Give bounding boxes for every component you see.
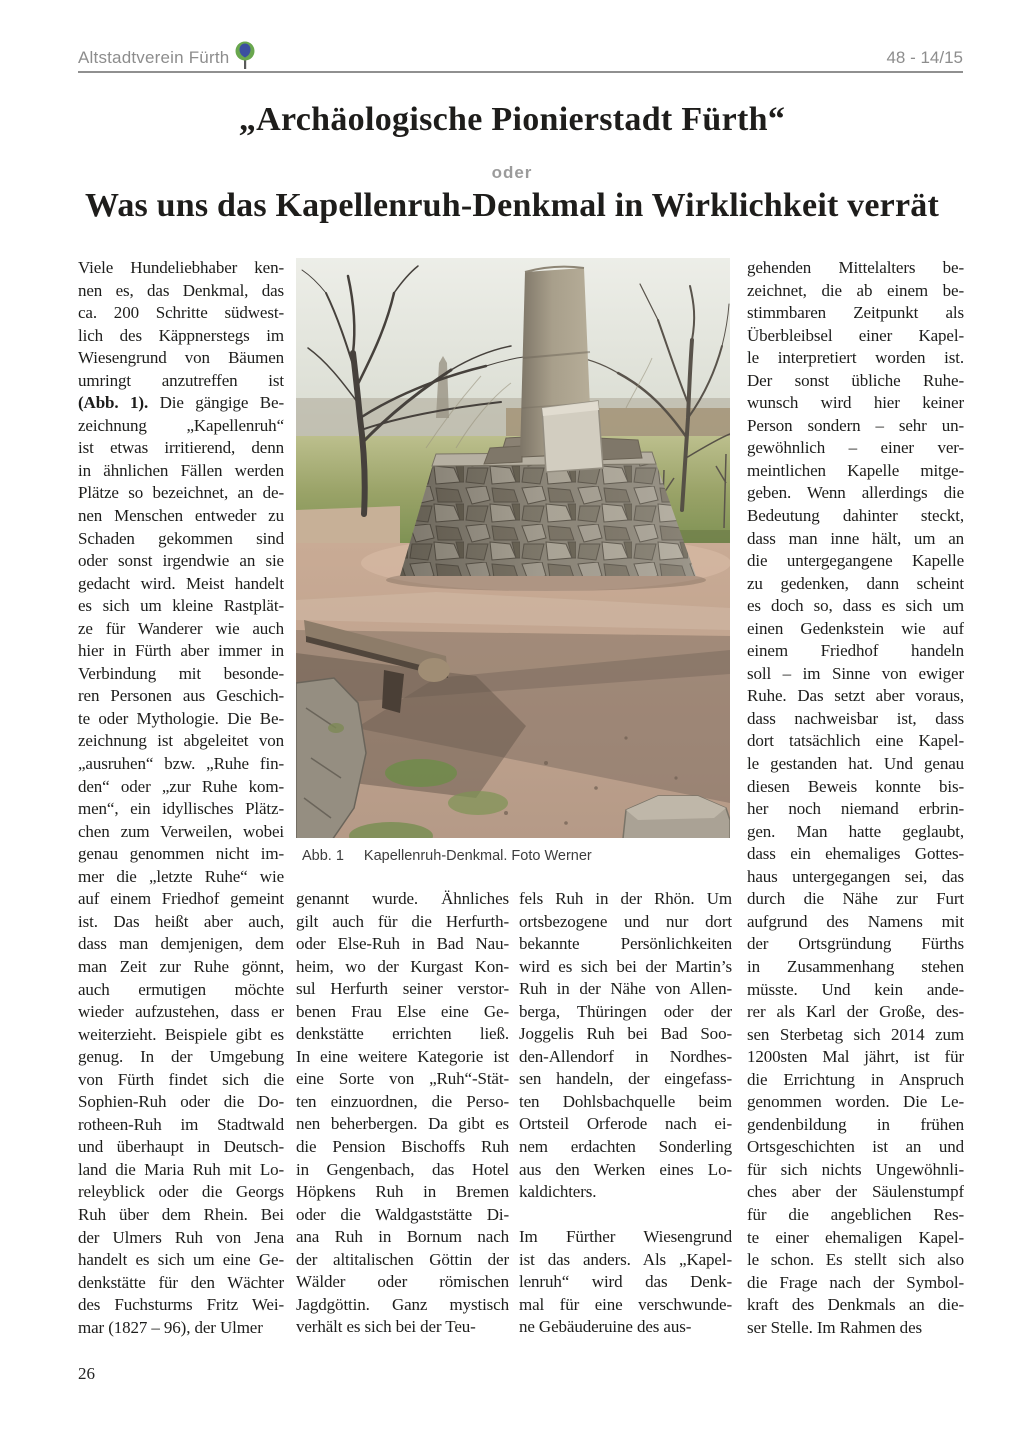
text-line: ist etwas irritierend, denn (78, 438, 284, 458)
text-line: gendenbildung in frühen (747, 1114, 964, 1134)
text-line: der Ortsgründung Fürths (747, 934, 964, 954)
text-line: dass nachweisbar ist, dass (747, 708, 964, 728)
text-line: nen es, das Denkmal, das (78, 280, 284, 300)
text-line: sen Sterbetag sich 2014 zum (747, 1024, 964, 1044)
text-line: Person sondern – sehr un- (747, 415, 964, 435)
text-line: gewöhnlich – einer ver- (747, 438, 964, 458)
text-line: wird es sich bei der Martin’s (519, 956, 732, 976)
text-line: le gestanden hat. Und genau (747, 754, 964, 774)
title-connector: oder (491, 163, 533, 182)
page-number: 26 (78, 1364, 95, 1383)
text-line: heim, wo der Kurgast Kon- (296, 956, 509, 976)
text-line: zeichnung „Kapellenruh“ (78, 415, 284, 435)
figure-caption (302, 848, 592, 864)
text-line: mar (1827 – 96), der Ulmer (78, 1317, 263, 1337)
text-line: Ruh in der Nähe von Allen- (519, 979, 732, 999)
text-line: es doch so, dass es sich um (747, 596, 964, 616)
text-line: haus untergegangen sei, das (747, 866, 964, 886)
text-line: Ortsteil Orferode nach ei- (519, 1114, 732, 1134)
text-line: Ruh über dem Rhein. Bei (78, 1204, 284, 1224)
text-line: nem erdachten Sonderling (519, 1137, 732, 1157)
text-line: 1200sten Mal jährt, ist für (747, 1047, 964, 1067)
text-line: einem Friedhof handeln (747, 641, 964, 661)
text-line: die Errichtung in Anspruch (747, 1069, 964, 1089)
text-line: gedacht wird. Meist handelt (78, 573, 284, 593)
text-line: für sich nichts Ungewöhnli- (747, 1159, 964, 1179)
text-line: ches aber der Säulenstumpf (747, 1182, 964, 1202)
text-line: gen. Man hatte geglaubt, (747, 821, 964, 841)
text-column-2 (296, 888, 509, 1339)
text-line: wunsch wird hier keiner (747, 393, 964, 413)
text-line: fels Ruh in der Rhön. Um (519, 889, 732, 908)
text-line: genug. In der Umgebung (78, 1047, 284, 1067)
text-line: in Zusammenhang stehen (747, 956, 964, 976)
text-line: bekannte Persönlichkeiten (519, 934, 732, 954)
text-line: in ähnlichen Fällen werden (78, 460, 284, 480)
text-line: Verbindung mit besonde- (78, 663, 284, 683)
text-line: gilt auch für die Herfurth- (296, 911, 509, 931)
text-line: dass man inne hält, um an (747, 528, 964, 548)
text-line: ist das anders. Als „Kapel- (519, 1249, 732, 1269)
text-column-3 (519, 888, 732, 1339)
text-line: chen zum Verweilen, wobei (78, 821, 284, 841)
text-line: es sich um kleine Rastplät- (78, 596, 284, 616)
text-line: Ruhe. Das setzt aber voraus, (747, 686, 964, 706)
text-line: auch ermutigen möchte (78, 979, 284, 999)
text-line: geben. Wenn allerdings die (747, 483, 964, 503)
text-line: müsste. Und kein ande- (747, 979, 964, 999)
text-line: aufgrund des Namens mit (747, 911, 964, 931)
text-line: stimmbaren Zeitpunkt als (747, 303, 964, 323)
text-line: von Fürth findet sich die (78, 1069, 284, 1089)
text-line: nen Menschen entweder zu (78, 506, 284, 526)
text-line: die Pension Bischoffs Ruh (296, 1137, 509, 1157)
text-line: Plätze so bezeichnet, an de- (78, 483, 284, 503)
header-rule (78, 71, 963, 73)
text-line: hier in Fürth aber immer in (78, 641, 284, 661)
text-line: verhält es sich bei der Teu- (296, 1317, 476, 1337)
text-line: oder sonst irgendwie an sie (78, 551, 284, 571)
text-line: zeichnung ist abgeleitet von (78, 731, 284, 751)
text-line: ten einzuordnen, die Perso- (296, 1091, 509, 1111)
text-line: ser Stelle. Im Rahmen des (747, 1317, 922, 1337)
text-line: zu gedenken, dann scheint (747, 573, 964, 593)
text-line: oder die Waldgaststätte Di- (296, 1204, 509, 1224)
text-line: ana Ruh in Bornum nach (296, 1227, 509, 1247)
text-line: die untergegangene Kapelle (747, 551, 964, 571)
text-line: Wiesengrund von Bäumen (78, 348, 284, 368)
text-line: den“ oder „zur Ruhe kom- (78, 776, 284, 796)
text-line: man Zeit zur Ruhe gönnt, (78, 956, 284, 976)
text-line: durch die Nähe zur Furt (747, 889, 964, 909)
text-column-1 (78, 257, 284, 1339)
text-line: lich des Käppnerstegs im (78, 325, 284, 345)
text-line: auf einem Friedhof gemeint (78, 889, 284, 909)
text-line: dass ein ehemaliges Gottes- (747, 844, 964, 864)
text-line: des Fuchsturms Fritz Wei- (78, 1295, 284, 1315)
text-line: und überhaupt in Deutsch- (78, 1137, 284, 1157)
text-line: rer als Karl der Große, des- (747, 1002, 964, 1022)
text-line: umringt anzutreffen ist (78, 370, 284, 390)
text-line: den-Allendorf in Nordhes- (519, 1046, 732, 1066)
text-line: nen beherbergen. Da gibt es (296, 1114, 509, 1134)
text-line: Im Fürther Wiesengrund (519, 1227, 732, 1247)
text-line: für die angeblichen Res- (747, 1204, 964, 1224)
text-line: oder Else-Ruh in Bad Nau- (296, 934, 509, 954)
text-line: Höpkens Ruh in Bremen (296, 1182, 509, 1202)
text-line: men“, ein idyllisches Plätz- (78, 799, 284, 819)
text-line: Überbleibsel einer Kapel- (747, 325, 964, 345)
figure-caption-label: Abb. 1 (302, 848, 344, 864)
text-line: kraft des Denkmals an die- (747, 1295, 964, 1315)
text-line: le schon. Es stellt sich also (747, 1250, 964, 1270)
text-line: Schaden gekommen sind (78, 528, 284, 548)
text-line: ist. Das heißt aber auch, (78, 911, 284, 931)
text-line: diesen Beweis konnte bis- (747, 776, 964, 796)
text-line: Wälder oder römischen (296, 1272, 509, 1292)
text-line: handelt es sich um eine Ge- (78, 1250, 284, 1270)
text-line: lenruh“ wird das Denk- (519, 1272, 732, 1292)
text-line: Jagdgöttin. Ganz mystisch (296, 1294, 509, 1314)
figure-caption-text: Kapellenruh-Denkmal. Foto Werner (363, 848, 592, 864)
text-line: dort tatsächlich eine Kapel- (747, 731, 964, 751)
text-line: einen Gedenkstein wie auf (747, 618, 964, 638)
text-line: land die Maria Ruh mit Lo- (78, 1159, 284, 1179)
monument-photo (296, 258, 730, 838)
text-line: (Abb. 1). Die gängige Be- (78, 393, 284, 413)
text-line: mal für eine verschwunde- (519, 1294, 732, 1314)
header-brand: Altstadtverein Fürth (78, 48, 230, 67)
text-line: denkstätte für den Wächter (78, 1272, 284, 1292)
text-line: Ortsgeschichten ist an und (747, 1137, 964, 1157)
text-line: „ausruhen“ bzw. „Ruhe fin- (78, 754, 284, 774)
text-line: ze für Wanderer wie auch (78, 618, 284, 638)
text-line: gehenden Mittelalters be- (747, 258, 964, 277)
text-line: Joggelis Ruh bei Bad Soo- (519, 1024, 732, 1044)
text-line: zeichnet, die ab einem be- (747, 280, 964, 300)
text-line: Bedeutung dahinter steckt, (747, 506, 964, 526)
text-line: die Frage nach der Symbol- (747, 1272, 964, 1292)
text-line: ne Gebäuderuine des aus- (519, 1317, 692, 1337)
text-line: rotheen-Ruh im Stadtwald (78, 1114, 284, 1134)
text-line: dass man demjenigen, dem (78, 934, 284, 954)
text-line: genannt wurde. Ähnliches (296, 889, 509, 908)
text-line: te einer ehemaligen Kapel- (747, 1227, 964, 1247)
text-line: te oder Mythologie. Die Be- (78, 708, 284, 728)
text-line: ren Personen aus Geschich- (78, 686, 284, 706)
text-line: releyblick oder die Georgs (78, 1182, 284, 1202)
header-issue-number: 48 - 14/15 (886, 48, 963, 67)
text-line: berga, Thüringen oder der (519, 1001, 732, 1021)
text-line: ca. 200 Schritte südwest- (78, 303, 284, 323)
text-line: sul Herfurth seiner verstor- (296, 979, 509, 999)
text-line: denkstätte errichten ließ. (296, 1024, 509, 1044)
text-line: aus den Werken eines Lo- (519, 1159, 732, 1179)
text-line: kaldichters. (519, 1182, 597, 1202)
article-subtitle: Was uns das Kapellenruh-Denkmal in Wirklichkeit verrät (85, 187, 939, 224)
text-line: le interpretiert worden ist. (747, 348, 964, 368)
article-title: „Archäologische Pionierstadt Fürth“ (238, 101, 786, 138)
text-line: soll – im Sinne von ewiger (747, 663, 964, 683)
text-line: weiterzieht. Beispiele gibt es (78, 1024, 284, 1044)
text-line: Sophien-Ruh oder die Do- (78, 1092, 284, 1112)
text-line: Der sonst übliche Ruhe- (747, 370, 964, 390)
text-line: sen handeln, der eingefass- (519, 1069, 732, 1089)
text-line: genau genommen nicht im- (78, 844, 284, 864)
text-line: eine Sorte von „Ruh“-Stät- (296, 1069, 509, 1089)
text-line: ortsbezogene und nur dort (519, 911, 732, 931)
text-line: in Gengenbach, das Hotel (296, 1159, 509, 1179)
text-line: meintlichen Kapelle mitge- (747, 460, 964, 480)
text-line: der altitalischen Göttin der (296, 1249, 509, 1269)
text-line: genommen worden. Die Le- (747, 1092, 964, 1112)
text-column-4 (747, 257, 964, 1339)
text-line: her noch niemand erbrin- (747, 799, 964, 819)
text-line: benen Frau Else eine Ge- (296, 1001, 509, 1021)
text-line: In eine weitere Kategorie ist (296, 1046, 509, 1066)
text-line: ten Dohlsbachquelle beim (519, 1091, 732, 1111)
text-line: Viele Hundeliebhaber ken- (78, 258, 284, 277)
text-line: wieder aufzustehen, dass er (78, 1002, 284, 1022)
text-line: der Ulmers Ruh von Jena (78, 1227, 284, 1247)
tree-logo-icon (233, 40, 257, 72)
text-line: mer die „letzte Ruhe“ wie (78, 866, 284, 886)
